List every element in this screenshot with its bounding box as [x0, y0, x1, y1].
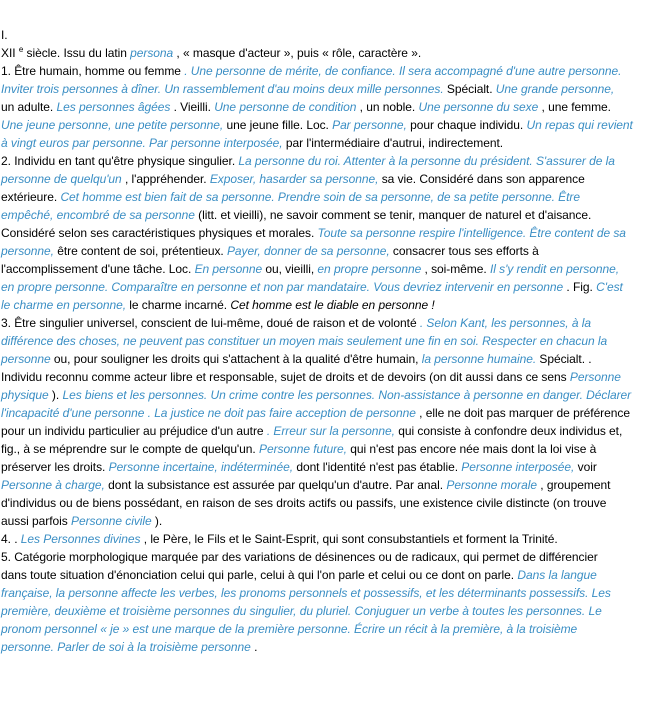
example-text: persona [130, 46, 174, 60]
entry-line [1, 314, 645, 332]
definition-text: 2. Individu en tant qu'être physique singulier. [1, 154, 239, 168]
definition-text: , une femme. [538, 100, 611, 114]
entry-line [1, 98, 645, 116]
example-text: . Erreur sur la personne, [263, 424, 395, 438]
entry-line [1, 332, 645, 350]
entry-line [1, 368, 645, 386]
example-text: Personne future, [259, 442, 347, 456]
example-text: Personne incertaine, indéterminée, [108, 460, 294, 474]
example-text: française, la personne affecte les verbes, les pronoms personnels et possessifs, et les déterminants possessifs. Les [1, 586, 611, 600]
definition-text: Individu reconnu comme acteur libre et responsable, sujet de droits et de devoirs (on dit aussi dans ce sens [1, 370, 570, 384]
emphasis-text: Cet homme est le diable en personne ! [230, 298, 435, 312]
entry-line [1, 440, 645, 458]
entry-line [1, 26, 645, 44]
definition-text: . [250, 640, 258, 654]
example-text: Inviter trois personnes à dîner. Un rassemblement d'au moins deux mille personnes. [1, 82, 444, 96]
definition-text: dont l'identité n'est pas établie. [293, 460, 462, 474]
entry-line [1, 476, 645, 494]
definition-text: une jeune fille. Loc. [223, 118, 333, 132]
definition-text: 1. Être humain, homme ou femme [1, 64, 181, 78]
definition-text: qui n'est pas encore née mais dont la loi vise à [346, 442, 597, 456]
example-text: personne. Parler de soi à la troisième personne [1, 640, 251, 654]
definition-text: d'individus ou de biens possédant, en raison de ses droits actifs ou passifs, une existence civile distincte (on trouve [1, 496, 607, 510]
example-text: Une personne du sexe [418, 100, 539, 114]
definition-text: extérieure. [1, 190, 61, 204]
example-text: Un repas qui revient [526, 118, 633, 132]
superscript: e [18, 45, 24, 54]
definition-text: (litt. et vieilli), ne savoir comment se tenir, manquer de naturel et d'aisance. [194, 208, 592, 222]
entry-line [1, 44, 645, 62]
example-text: . Selon Kant, les personnes, à la [416, 316, 591, 330]
example-text: Les biens et les personnes. Un crime contre les personnes. Non-assistance à personne en danger. Déclarer [62, 388, 632, 402]
example-text: Toute sa personne respire l'intelligence. Être content de sa [317, 226, 626, 240]
entry-line [1, 152, 645, 170]
definition-text: le charme incarné. [125, 298, 231, 312]
example-text: Cet homme est bien fait de sa personne. Prendre soin de sa personne, de sa petite personne. Être [60, 190, 580, 204]
definition-text: , un noble. [356, 100, 419, 114]
entry-line [1, 638, 645, 656]
example-text: personne de quelqu'un [1, 172, 122, 186]
example-text: C'est [596, 280, 623, 294]
definition-text: Spécialt. [443, 82, 496, 96]
entry-line [1, 512, 645, 530]
example-text: Exposer, hasarder sa personne, [209, 172, 379, 186]
example-text: Personne à charge, [1, 478, 105, 492]
example-text: Payer, donner de sa personne, [226, 244, 390, 258]
example-text: empêché, encombré de sa personne [1, 208, 195, 222]
definition-text: dans toute situation d'énonciation celui qui parle, celui à qui l'on parle et celui ou ce dont on parle. [1, 568, 518, 582]
definition-text: 5. Catégorie morphologique marquée par des variations de désinences ou de radicaux, qui permet de différencier [1, 550, 598, 564]
entry-line [1, 206, 645, 224]
definition-text: voir [574, 460, 597, 474]
example-text: Personne [569, 370, 621, 384]
entry-line [1, 224, 645, 242]
example-text: Une grande personne, [495, 82, 615, 96]
definition-text: ou, vieilli, [262, 262, 318, 276]
definition-text: XII [1, 46, 19, 60]
example-text: Une jeune personne, une petite personne, [1, 118, 224, 132]
definition-text: fig., à se méprendre sur le compte de quelqu'un. [1, 442, 259, 456]
entry-line [1, 494, 645, 512]
example-text: Dans la langue [517, 568, 597, 582]
definition-text: qui consiste à confondre deux individus et, [394, 424, 623, 438]
entry-line [1, 260, 645, 278]
example-text: première, deuxième et troisième personnes du singulier, du pluriel. Conjuguer un verbe à toutes les personnes. Le [1, 604, 602, 618]
definition-text: Considéré selon ses caractéristiques physiques et morales. [1, 226, 318, 240]
entry-line [1, 584, 645, 602]
example-text: différence des choses, ne peuvent pas constituer un moyen mais seulement une fin en soi. Respecter en chacun la [1, 334, 608, 348]
definition-text: consacrer tous ses efforts à [389, 244, 539, 258]
definition-text: ). [48, 388, 63, 402]
example-text: Une personne de condition [214, 100, 357, 114]
entry-line [1, 188, 645, 206]
definition-text: 4. . [1, 532, 21, 546]
definition-text: , groupement [537, 478, 611, 492]
entry-line [1, 404, 645, 422]
definition-text: ou, pour souligner les droits qui s'attachent à la qualité d'être humain, [50, 352, 422, 366]
entry-line [1, 116, 645, 134]
entry-line [1, 566, 645, 584]
definition-text: pour un individu particulier au préjudice d'un autre [1, 424, 264, 438]
entry-line [1, 350, 645, 368]
definition-text: , soi-même. [421, 262, 490, 276]
example-text: en propre personne [317, 262, 422, 276]
example-text: le charme en personne, [1, 298, 126, 312]
example-text: physique [1, 388, 49, 402]
entry-line [1, 134, 645, 152]
definition-text: Spécialt. . [536, 352, 592, 366]
definition-text: dont la subsistance est assurée par quelqu'un d'autre. Par anal. [104, 478, 447, 492]
example-text: personne [1, 352, 51, 366]
example-text: en propre personne. Comparaître en personne et non par mandataire. Vous devriez intervenir en personne [1, 280, 564, 294]
definition-text: . Fig. [563, 280, 597, 294]
example-text: l'incapacité d'une personne . La justice ne doit pas faire acception de personne [1, 406, 416, 420]
entry-line [1, 530, 645, 548]
definition-text: être content de soi, prétentieux. [53, 244, 227, 258]
definition-text: 3. Être singulier universel, conscient de lui-même, doué de raison et de volonté [1, 316, 417, 330]
example-text: La personne du roi. Attenter à la personne du président. S'assurer de la [238, 154, 615, 168]
example-text: Personne morale [446, 478, 537, 492]
example-text: Il s'y rendit en personne, [489, 262, 620, 276]
entry-line [1, 602, 645, 620]
definition-text: un adulte. [1, 100, 57, 114]
definition-text: siècle. Issu du latin [23, 46, 131, 60]
entry-line [1, 296, 645, 314]
definition-text: préserver les droits. [1, 460, 109, 474]
definition-text: l'accomplissement d'une tâche. Loc. [1, 262, 195, 276]
entry-line [1, 422, 645, 440]
example-text: pronom personnel « je » est une marque de la première personne. Écrire un récit à la première, à la troisième [1, 622, 578, 636]
entry-line [1, 242, 645, 260]
definition-text: pour chaque individu. [406, 118, 527, 132]
entry-line [1, 80, 645, 98]
entry-line [1, 458, 645, 476]
entry-line [1, 62, 645, 80]
example-text: à vingt euros par personne. Par personne interposée, [1, 136, 283, 150]
example-text: Personne interposée, [461, 460, 575, 474]
definition-text: , le Père, le Fils et le Saint-Esprit, qui sont consubstantiels et forment la Trinité. [140, 532, 558, 546]
example-text: Les Personnes divines [20, 532, 141, 546]
definition-text: sa vie. Considéré dans son apparence [378, 172, 585, 186]
entry-line [1, 548, 645, 566]
example-text: En personne [194, 262, 263, 276]
definition-text: , l'appréhender. [121, 172, 210, 186]
definition-text: , elle ne doit pas marquer de préférence [415, 406, 630, 420]
entry-line [1, 278, 645, 296]
definition-text: aussi parfois [1, 514, 71, 528]
example-text: la personne humaine. [421, 352, 537, 366]
example-text: personne, [1, 244, 54, 258]
entry-line [1, 386, 645, 404]
example-text: Par personne, [332, 118, 407, 132]
definition-text: ). [151, 514, 163, 528]
definition-text: par l'intermédiaire d'autrui, indirectement. [282, 136, 504, 150]
example-text: . Une personne de mérite, de confiance. Il sera accompagné d'une autre personne. [180, 64, 622, 78]
definition-text: , « masque d'acteur », puis « rôle, caractère ». [173, 46, 422, 60]
entry-line [1, 170, 645, 188]
definition-text: I. [1, 28, 8, 42]
example-text: Les personnes âgées [56, 100, 171, 114]
entry-line [1, 620, 645, 638]
example-text: Personne civile [71, 514, 152, 528]
definition-text: . Vieilli. [170, 100, 215, 114]
